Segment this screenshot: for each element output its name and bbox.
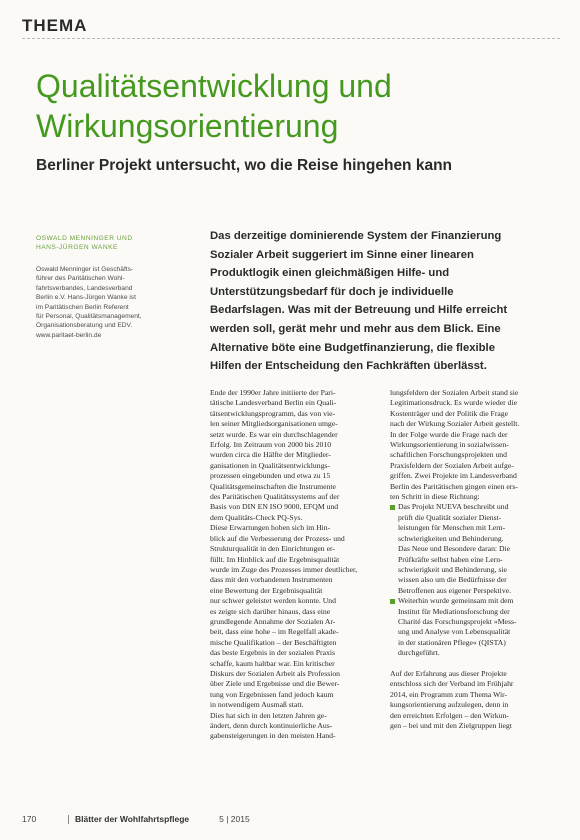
bullet-line: Charité das Forschungsprojekt »Mess- <box>398 616 517 626</box>
body-line: Auf der Erfahrung aus dieser Projekte <box>390 668 507 678</box>
body-line: gabensteigerungen in den meisten Hand- <box>210 731 336 741</box>
body-line: dass mit den vorhandenen Instrumenten <box>210 575 333 585</box>
bio-line: führer des Paritätischen Wohl- <box>36 275 125 283</box>
body-line: Erfolg. Im Zeitraum von 2000 bis 2010 <box>210 440 332 450</box>
body-line: grundlegende Annahme der Sozialen Ar- <box>210 616 336 626</box>
bullet-item <box>390 596 560 658</box>
bullet-line: Das Projekt NUEVA beschreibt und <box>398 502 509 512</box>
body-line: Praxisfeldern der Sozialen Arbeit aufge- <box>390 460 514 470</box>
lead-line: Unterstützungsbedarf für doch je individuelle <box>210 285 454 298</box>
body-line: gen – bei und mit den Zielgruppen liegt <box>390 720 512 730</box>
body-line: in notwendigem Ausmaß statt. <box>210 700 304 710</box>
bio-line: Organisationsberatung und EDV. <box>36 322 133 330</box>
body-line: Berlin des Paritätischen gingen einen ers- <box>390 481 518 491</box>
body-line: beit, dass eine hohe – im Regelfall akade- <box>210 627 339 637</box>
bio-line: Oswald Menninger ist Geschäfts- <box>36 266 134 273</box>
bullet-line: schwierigkeit und Behinderung, sie <box>398 564 507 574</box>
article-title <box>36 66 556 146</box>
body-line: füllt. Im Hinblick auf die Ergebnisqualität <box>210 554 340 564</box>
body-line: prozessen eingebunden und etwa zu 15 <box>210 471 331 481</box>
body-line: nach der Wirkung Sozialer Arbeit gestellt. <box>390 419 520 429</box>
body-line: mische Qualifikation – der Beschäftigten <box>210 637 337 647</box>
lead-line: Alternative böte eine Budgetfinanzierung, die flexible <box>210 341 495 354</box>
bullet-line: Das Neue und Besondere daran: Die <box>398 544 511 554</box>
author-line: OSWALD MENNINGER UND <box>36 235 133 242</box>
body-line: Legitimationsdruck. Es wurde wieder die <box>390 398 518 408</box>
bio-line: Berlin e.V. Hans-Jürgen Wanke ist <box>36 294 136 302</box>
bullet-line: Prüfkräfte selbst haben eine Lern- <box>398 554 503 564</box>
body-line: Qualitätsgemeinschaften die Instrumente <box>210 481 336 491</box>
body-column-left <box>210 388 380 742</box>
lead-line: Das derzeitige dominierende System der Finanzierung <box>210 230 502 242</box>
author-byline <box>36 234 186 252</box>
bullet-line: ung und Analyse von Lebensqualität <box>398 627 511 637</box>
body-line: es zeigte sich darüber hinaus, dass eine <box>210 606 331 616</box>
body-line: dem Qualitäts-Check PQ-Sys. <box>210 512 303 522</box>
body-line: schaffe, kaum haltbar war. Ein kritischer <box>210 658 335 668</box>
body-line: tätsentwicklungsprogramm, das von vie- <box>210 408 336 418</box>
body-line: setzt wurde. Es war ein durchschlagender <box>210 429 338 439</box>
lead-line: werden soll, gerät mehr und mehr aus dem Blick. Eine <box>210 322 501 335</box>
body-column-right <box>390 388 560 731</box>
body-line: tätische Landesverband Berlin ein Quali- <box>210 398 337 408</box>
body-line: den erreichten Erfolgen – den Wirkun- <box>390 710 509 720</box>
body-line: blick auf die Verbesserung der Prozess- und <box>210 533 345 543</box>
body-line: kungsorientierung aufzulegen, denn in <box>390 700 509 710</box>
body-line: 2014, ein Programm zum Thema Wir- <box>390 689 508 699</box>
section-divider <box>22 38 560 39</box>
bullet-line: Weiterhin wurde gemeinsam mit dem <box>398 596 514 606</box>
body-line: griffen. Zwei Projekte im Landesverband <box>390 471 517 481</box>
lead-line: Hilfen der Entscheidung den Fachkräften überlässt. <box>210 360 487 373</box>
body-line: das beste Ergebnis in der sozialen Praxis <box>210 648 335 658</box>
bullet-line: schwierigkeiten und Behinderung. <box>398 533 504 543</box>
journal-title: Blätter der Wohlfahrtspflege <box>75 814 190 824</box>
bullet-line: Institut für Mediationsforschung der <box>398 606 510 616</box>
body-line: tung von Ergebnissen fand jedoch kaum <box>210 689 334 699</box>
bullet-item <box>390 502 560 596</box>
lead-line: Produktlogik einen gleichmäßigen Hilfe- und <box>210 267 450 280</box>
page-number: 170 <box>22 814 37 824</box>
body-line: schaftlichen Forschungsprojekten und <box>390 450 507 460</box>
body-line: lungsfeldern der Sozialen Arbeit stand sie <box>390 388 519 397</box>
body-line: len seiner Mitgliedsorganisationen umge- <box>210 419 338 429</box>
lead-paragraph <box>210 227 570 376</box>
bullet-square-icon <box>390 505 395 510</box>
bullet-line: prüft die Qualität sozialer Dienst- <box>398 512 502 522</box>
body-line: Wirkungsorientierung in sozialwissen- <box>390 440 509 450</box>
body-line: nur schwer geleistet werden konnte. Und <box>210 596 336 606</box>
body-intro <box>390 388 560 502</box>
body-line: des Paritätischen Qualitätssystems auf der <box>210 492 340 502</box>
bio-line: www.paritaet-berlin.de <box>36 331 102 339</box>
body-line: In der Folge wurde die Frage nach der <box>390 429 508 439</box>
body-line: über Ziele und Ergebnisse und die Bewer- <box>210 679 340 689</box>
bio-line: für Personal, Qualitätsmanagement, <box>36 313 142 321</box>
paragraph-gap <box>390 659 560 669</box>
body-line: Diskurs der Sozialen Arbeit als Profession <box>210 668 341 678</box>
body-line: ganisationen in Qualitätsentwicklungs- <box>210 460 330 470</box>
body-line: wurde im Zuge des Prozesses immer deutlicher, <box>210 564 358 574</box>
body-line: Diese Erwartungen hoben sich im Hin- <box>210 523 331 533</box>
lead-line: Sozialer Arbeit suggeriert im Sinne einer linearen <box>210 248 474 261</box>
article-title-line: Wirkungsorientierung <box>36 108 339 144</box>
article-title-line: Qualitätsentwicklung und <box>36 68 392 104</box>
body-line: Ende der 1990er Jahre initiierte der Pari- <box>210 388 336 397</box>
body-line: Kostenträger und der Politik die Frage <box>390 408 509 418</box>
footer-separator <box>68 815 69 824</box>
page-footer <box>22 814 250 824</box>
section-label: THEMA <box>22 16 88 35</box>
body-outro <box>390 669 560 731</box>
bio-line: im Paritätischen Berlin Referent <box>36 303 129 311</box>
bullet-line: durchgeführt. <box>398 648 440 658</box>
body-line: entschloss sich der Verband im Frühjahr <box>390 679 514 689</box>
bullet-line: wissen also um die Bedürfnisse der <box>398 575 507 585</box>
author-line: HANS-JÜRGEN WANKE <box>36 244 118 251</box>
bullet-line: in der stationären Pflege« (QISTA) <box>398 637 506 647</box>
bio-line: fahrtsverbandes, Landesverband <box>36 284 133 292</box>
body-line: wurden circa die Hälfte der Mitglieder- <box>210 450 331 460</box>
bullet-square-icon <box>390 599 395 604</box>
bullet-line: Betroffenen aus eigener Perspektive. <box>398 585 511 595</box>
body-line: ändert, denn durch kontinuierliche Aus- <box>210 721 333 730</box>
bullet-line: leistungen für Menschen mit Lern- <box>398 523 506 533</box>
article-subtitle: Berliner Projekt untersucht, wo die Reise hingehen kann <box>36 157 453 174</box>
body-line: ten Schritt in diese Richtung: <box>390 492 480 502</box>
author-bio <box>36 265 186 340</box>
body-line: Dies hat sich in den letzten Jahren ge- <box>210 710 327 720</box>
lead-line: Bedarfslagen. Was mit der Betreuung und Hilfe erreicht <box>210 304 508 317</box>
body-line: Basis von DIN EN ISO 9000, EFQM und <box>210 502 339 512</box>
body-line: eine Bewertung der Ergebnisqualität <box>210 585 323 595</box>
body-line: Strukturqualität in den Einrichtungen er- <box>210 544 335 554</box>
issue-number: 5 | 2015 <box>219 814 250 824</box>
